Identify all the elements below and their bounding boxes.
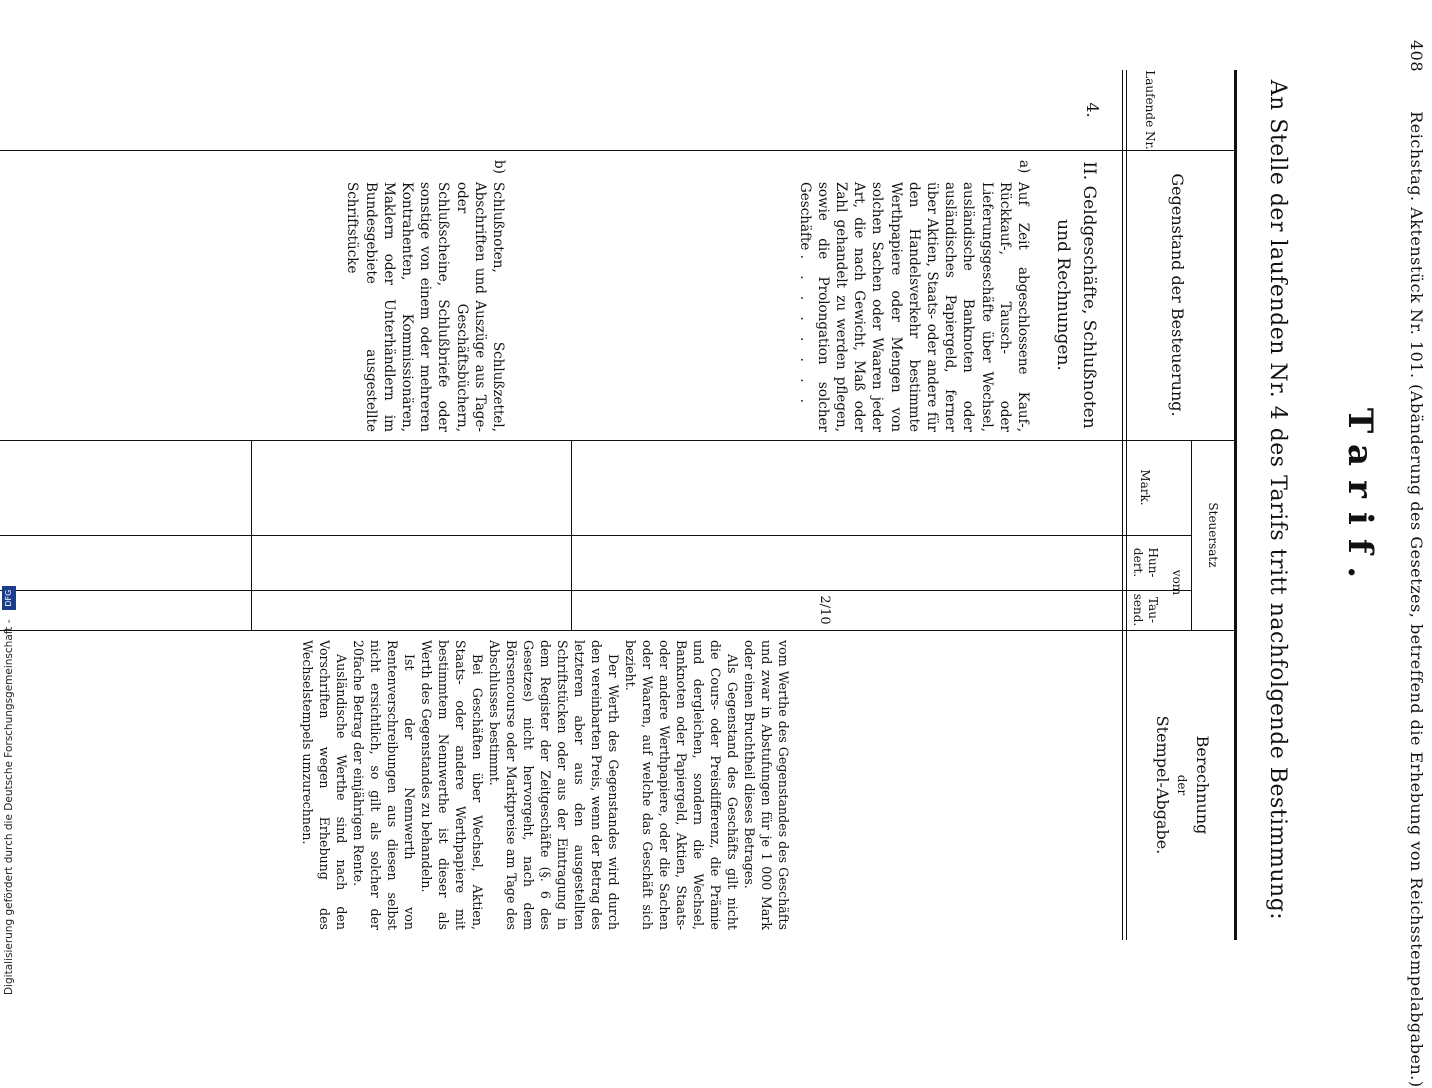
steuersatz-subrule [1191, 440, 1192, 630]
intro-line: An Stelle der laufenden Nr. 4 des Tarifs tritt nachfolgende Bestimmung: [1265, 79, 1290, 921]
item-a-rate: 2/10 [817, 595, 832, 625]
side-note [2, 586, 16, 995]
berechnung-para-1: vom Werthe des Gegenstandes des Geschäfts und zwar in Abstufungen für je 1 000 Mark oder einen Bruchtheil dieses Betrages. [742, 640, 791, 930]
side-note-wrapper [2, 589, 22, 995]
table-top-rule [1234, 70, 1237, 940]
item-a-label: a) [1016, 160, 1032, 174]
row-separator-1 [571, 440, 572, 630]
item-b-label: b) [491, 160, 507, 174]
item-a-berechnung [299, 640, 792, 930]
col-head-gegenstand: Gegenstand der Besteuerung. [1168, 173, 1187, 417]
berechnung-para-4: Bei Geschäften über Wechsel, Aktien, Staats- oder andere Werthpapiere mit bestimmtem Nennwerthe ist dieser als Werth des Gegenstandes zu behandeln. [419, 640, 485, 930]
col-head-berechnung [1152, 630, 1212, 940]
berechnung-para-2: Als Gegenstand des Geschäfts gilt nicht die Cours- oder Preisdifferenz, die Prämie und dergleichen, sondern die Wechsel, Banknoten oder Papiergeld, Aktien, Staats- oder andere Werthpapiere, oder die Sachen oder Waaren, auf welche das Geschäft sich bezieht. [623, 640, 740, 930]
berechnung-para-5: Ist der Nennwerth von Rentenverschreibungen aus diesen selbst nicht ersichtlich, so gilt als solcher der 20fache Betrag der einjährigen Rente. [351, 640, 417, 930]
dfg-logo: DFG [2, 586, 16, 610]
item-a-text [795, 182, 1032, 432]
table-head-rule-2 [1122, 70, 1123, 940]
running-title: Reichstag. Aktenstück Nr. 101. (Abänderung des Gesetzes, betreffend die Erhebung von Reichsstempelabgaben.) [1407, 111, 1426, 1088]
row-number: 4. [1083, 102, 1102, 118]
section-title [1050, 160, 1102, 430]
berechnung-para-3: Der Werth des Gegenstandes wird durch den vereinbarten Preis, wenn der Betrag des letzteren aber aus den ausgestellten Schriftstücken oder aus der Eintragung in dem Register der Zeitgeschäfte (§. 6 des Gesetzes) nicht hervorgeht, nach dem Börsencourse oder Marktpreise am Tage des Abschlusses bestimmt. [487, 640, 621, 930]
col-head-berechnung-3: Stempel-Abgabe. [1153, 715, 1172, 855]
running-header [1407, 40, 1426, 1088]
page-title: Tarif. [1340, 407, 1380, 593]
berechnung-para-6: Ausländische Werthe sind nach den Vorschriften wegen Erhebung des Wechselstempels umzurechnen. [300, 640, 349, 930]
page-number: 408 [1407, 40, 1426, 73]
row-separator-2 [251, 440, 252, 630]
divider-1 [0, 150, 1234, 151]
col-head-laufende: Laufende Nr. [1143, 70, 1157, 150]
section-title-1: II. Geldgeschäfte, Schlußnoten [1079, 161, 1099, 429]
table-head-rule [1126, 70, 1127, 940]
col-head-berechnung-2: der [1175, 774, 1189, 796]
col-head-tausend: Tau-send. [1131, 593, 1160, 627]
col-head-mark: Mark. [1138, 469, 1152, 506]
col-head-steuersatz: Steuersatz [1206, 502, 1220, 568]
item-b-text: Schlußnoten, Schlußzettel, Abschriften und Auszüge aus Tage- oder Geschäftsbüchern, Schlußscheine, Schlußbriefe oder sonstige von einem oder mehreren Kontrahenten, Kommissionären, Maklern oder Unterhändlern im Bundesgebiete ausgestellte Schriftstücke [344, 182, 506, 432]
col-head-hundert: Hun-dert. [1131, 547, 1160, 578]
divider-5 [0, 630, 1234, 631]
item-a-body: Auf Zeit abgeschlossene Kauf-, Rückkauf-, Tausch- oder Lieferungsgeschäfte über Wechsel, ausländische Banknoten oder ausländisches Papiergeld, ferner über Aktien, Staats- oder andere für den Handelsverkehr bestimmte Werthpapiere oder Mengen von solchen Sachen oder Waaren jeder Art, die nach Gewicht, Maß oder Zahl gehandelt zu werden pflegen, sowie die Prolongation solcher Geschäfte [796, 182, 1031, 432]
section-title-2: und Rechnungen. [1053, 219, 1073, 371]
divider-3 [0, 535, 1192, 536]
item-a-dots: . . . . . . . . [796, 254, 813, 410]
col-head-vom: vom [1170, 569, 1184, 596]
col-head-berechnung-1: Berechnung [1193, 735, 1212, 835]
side-note-text: Digitalisierung gefördert durch die Deutsche Forschungsgemeinschaft - [3, 619, 15, 995]
divider-4 [0, 590, 1192, 591]
divider-2 [0, 440, 1234, 441]
